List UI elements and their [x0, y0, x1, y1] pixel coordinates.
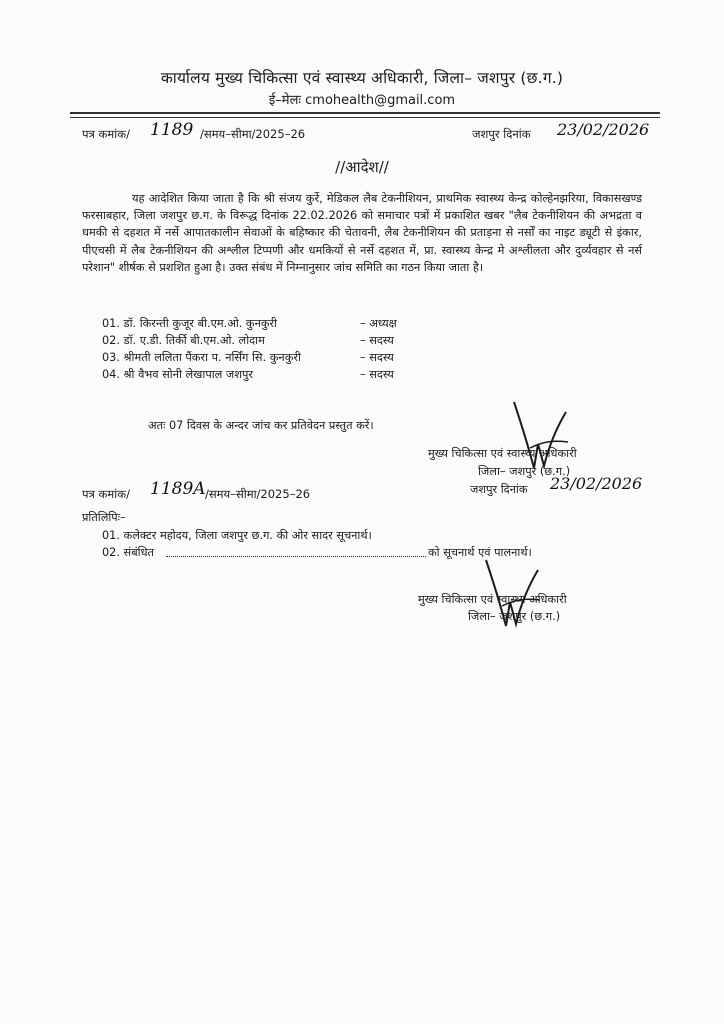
committee-member: 04. श्री वैभव सोनी लेखापाल जशपुर: [102, 368, 254, 381]
ref-suffix: /समय–सीमा/2025–26: [200, 127, 306, 141]
ref-label: पत्र कमांक/: [82, 127, 130, 141]
ref-date-label: जशपुर दिनांक: [472, 127, 531, 141]
order-body-text: यह आदेशित किया जाता है कि श्री संजय कुर्रे, मेडिकल लैब टेकनीशियन, प्राथमिक स्वास्थ्य केन्द्र कोल्हेनझरिया, विकासखण्ड फरसाबहार, जिला जशपुर छ.ग. के विरूद्ध दिनांक 22.02.2026 को समाचार पत्रों में प्रकाशित खबर "लैब टेकनीशियन की अभद्रता व धमकी से दहशत में नर्से आपातकालीन सेवाओं के बहिष्कार की चेतावनी, लैब टेकनीशियन की प्रताड़ना से नर्सों का नाइट ड्यूटी से इंकार, पीएचसी में लैब टेकनीशियन की अश्लील टिप्पणी और धमकियों से नर्से दहशत में, प्रा. स्वास्थ्य केन्द्र मे अश्लीलता और दुर्व्यवहार से नर्स परेशान" शीर्षक से प्रशशित हुआ है। उक्त संबंध में निम्नानुसार जांच समिति का गठन किया जाता है।: [82, 192, 642, 274]
signatory-designation-2: मुख्य चिकित्सा एवं स्वास्थ्य अधिकारी: [418, 593, 567, 606]
office-title: कार्यालय मुख्य चिकित्सा एवं स्वास्थ्य अधिकारी, जिला– जशपुर (छ.ग.): [160, 69, 564, 87]
ref-date-handwritten: 23/02/2026: [557, 120, 650, 139]
order-body: [82, 190, 642, 276]
ref2-label: पत्र कमांक/: [82, 487, 130, 501]
copy-heading: प्रतिलिपिः–: [82, 511, 126, 524]
office-email: ई–मेलः cmohealth@gmail.com: [268, 93, 456, 108]
committee-role: – अध्यक्ष: [360, 317, 397, 330]
ref-number-handwritten: 1189: [150, 120, 194, 140]
signature-date-label: जशपुर दिनांक: [470, 483, 528, 496]
header-rule-thick: [70, 112, 660, 114]
committee-member: 01. डॉ. किरन्ती कुजूर बी.एम.ओ. कुनकुरी: [102, 317, 278, 330]
header-rule-thin: [70, 117, 660, 118]
ref2-suffix: /समय–सीमा/2025–26: [205, 487, 311, 501]
copy-item-2-prefix: 02. संबंधित: [102, 546, 154, 559]
committee-member: 02. डॉ. ए.डी. तिर्की बी.एम.ओ. लोदाम: [102, 334, 265, 347]
copy-item-2-blank: [166, 556, 426, 557]
signature-date-handwritten: 23/02/2026: [550, 474, 643, 493]
order-title: //आदेश//: [335, 158, 389, 176]
instruction-text: अतः 07 दिवस के अन्दर जांच कर प्रतिवेदन प्रस्तुत करें।: [148, 419, 374, 432]
committee-role: – सदस्य: [360, 351, 394, 364]
copy-item-1: 01. कलेक्टर महोदय, जिला जशपुर छ.ग. की ओर सादर सूचनार्थ।: [102, 529, 372, 542]
ref2-number-handwritten: 1189A: [150, 479, 206, 499]
signatory-district: जिला– जशपुर (छ.ग.): [478, 465, 571, 478]
committee-role: – सदस्य: [360, 368, 394, 381]
committee-member: 03. श्रीमती ललिता पैंकरा प. नर्सिंग सि. कुनकुरी: [102, 351, 301, 364]
signatory-designation: मुख्य चिकित्सा एवं स्वास्थ्य अधिकारी: [428, 447, 577, 460]
committee-role: – सदस्य: [360, 334, 394, 347]
copy-item-2-suffix: को सूचनार्थ एवं पालनार्थ।: [428, 546, 532, 559]
signatory-district-2: जिला– जशपुर (छ.ग.): [468, 610, 561, 623]
